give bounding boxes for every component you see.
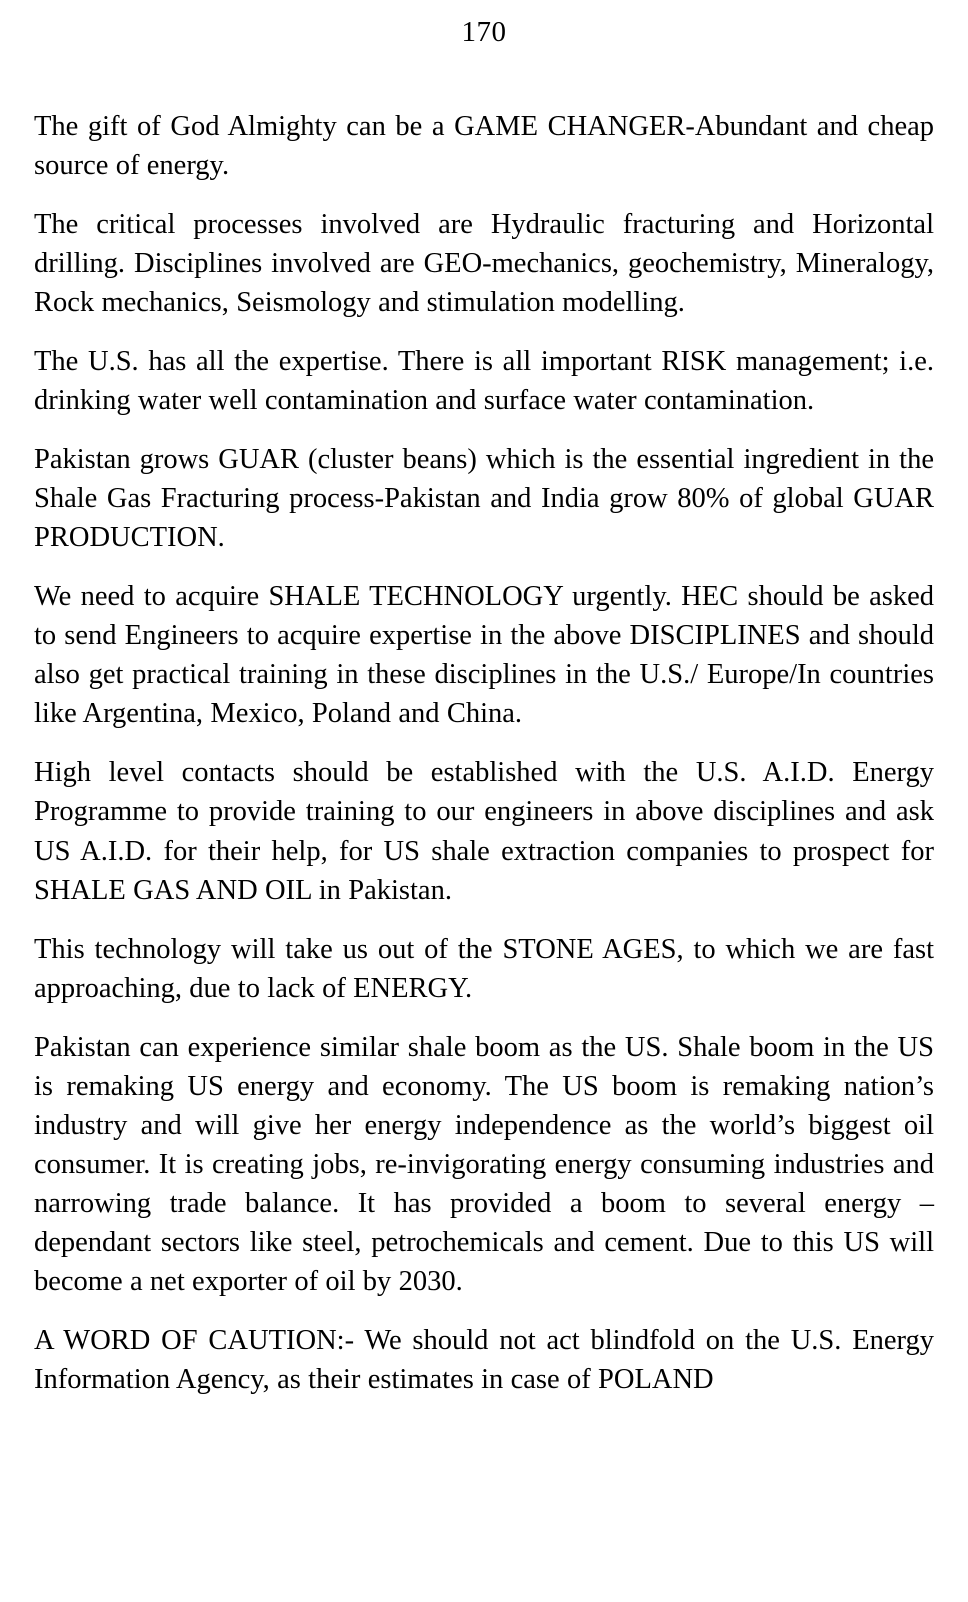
paragraph: The gift of God Almighty can be a GAME CHANGER-Abundant and cheap source of energy. — [34, 111, 934, 182]
paragraph: A WORD OF CAUTION:- We should not act blindfold on the U.S. Energy Information Agency, as their estimates in case of POLAND — [34, 1324, 934, 1395]
paragraph: High level contacts should be established with the U.S. A.I.D. Energy Programme to provide training to our engineers in above disciplines and ask US A.I.D. for their help, for US shale extraction companies to prospect for SHALE GAS AND OIL in Pakistan. — [34, 757, 934, 906]
page-number: 170 — [461, 16, 507, 48]
paragraph: We need to acquire SHALE TECHNOLOGY urgently. HEC should be asked to send Engineers to acquire expertise in the above DISCIPLINES and should also get practical training in these disciplines in the U.S./ Europe/In countries like Argentina, Mexico, Poland and China. — [34, 581, 934, 730]
paragraph: Pakistan grows GUAR (cluster beans) which is the essential ingredient in the Shale Gas Fracturing process-Pakistan and India grow 80% of global GUAR PRODUCTION. — [34, 444, 934, 554]
paragraph: The critical processes involved are Hydraulic fracturing and Horizontal drilling. Disciplines involved are GEO-mechanics, geochemistry, Mineralogy, Rock mechanics, Seismology and stimulation modelling. — [34, 209, 934, 319]
body-text-column — [34, 47, 934, 1399]
paragraph: The U.S. has all the expertise. There is all important RISK management; i.e. drinking water well contamination and surface water contamination. — [34, 346, 934, 417]
paragraph: This technology will take us out of the STONE AGES, to which we are fast approaching, due to lack of ENERGY. — [34, 933, 934, 1004]
paragraph: Pakistan can experience similar shale boom as the US. Shale boom in the US is remaking US energy and economy. The US boom is remaking nation’s industry and will give her energy independence as the world’s biggest oil consumer. It is creating jobs, re-invigorating energy consuming industries and narrowing trade balance. It has provided a boom to several energy – dependant sectors like steel, petrochemicals and cement. Due to this US will become a net exporter of oil by 2030. — [34, 1031, 934, 1297]
